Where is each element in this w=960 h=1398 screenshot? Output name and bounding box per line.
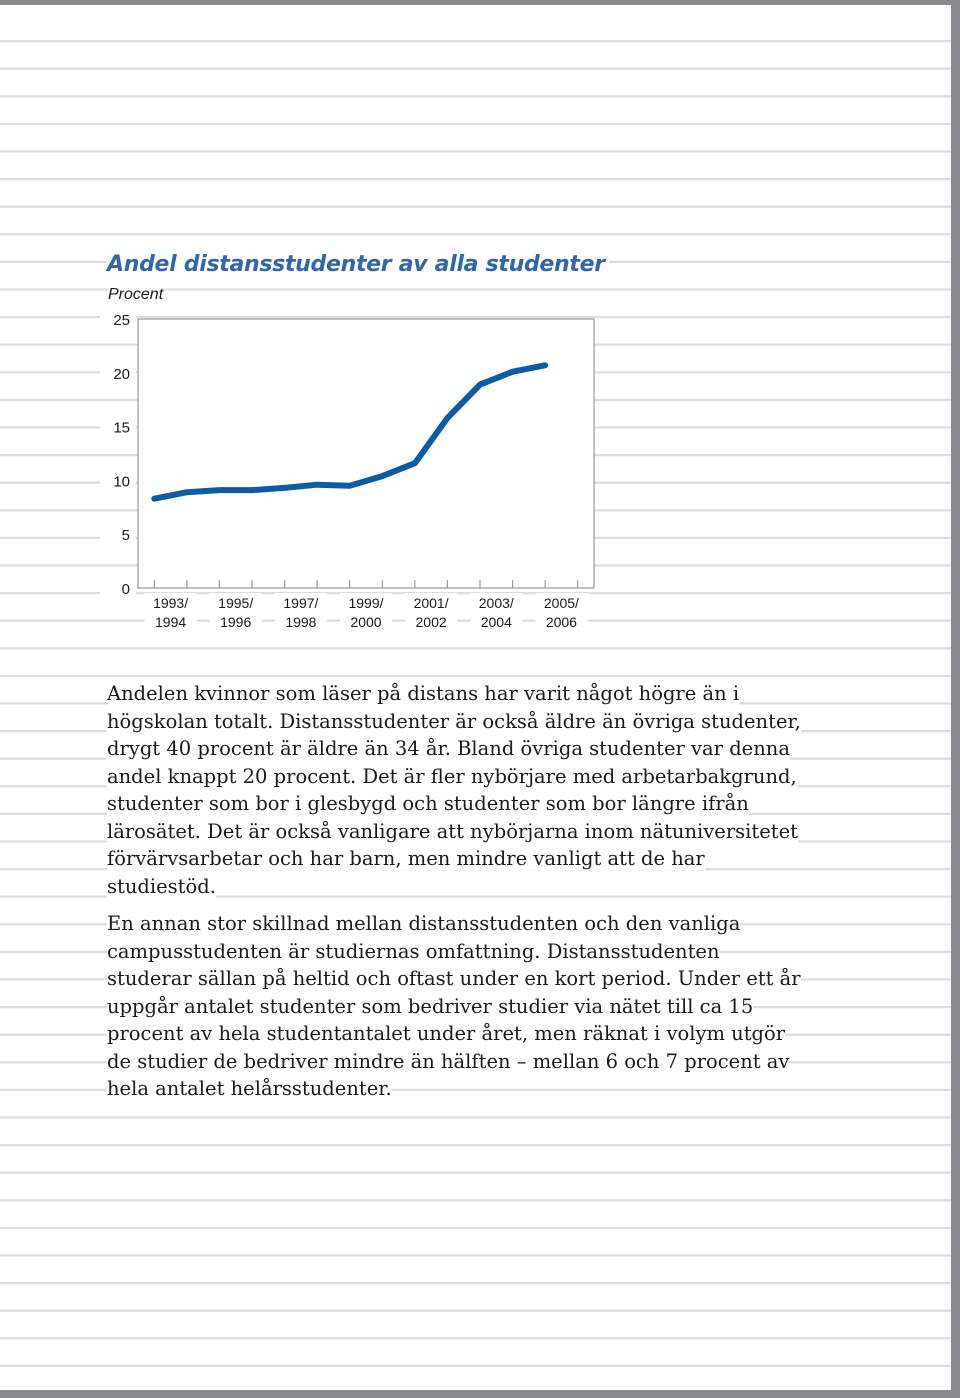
x-tick-label: 2002 bbox=[415, 614, 447, 630]
y-tick-label: 25 bbox=[113, 312, 130, 329]
x-tick-label: 1997/ bbox=[283, 595, 319, 611]
x-tick-label: 1999/ bbox=[348, 595, 384, 611]
frame-bottom bbox=[0, 1390, 960, 1398]
x-tick-label: 2006 bbox=[545, 614, 577, 630]
x-tick-label: 1994 bbox=[155, 614, 187, 630]
x-tick-label: 1998 bbox=[285, 614, 317, 630]
y-tick-label: 20 bbox=[113, 365, 130, 383]
x-tick-label: 2001/ bbox=[413, 595, 449, 611]
line-chart bbox=[0, 0, 950, 660]
y-tick-bg bbox=[100, 578, 136, 598]
frame-right bbox=[951, 0, 960, 1398]
paragraph-2: En annan stor skillnad mellan distansstudenten och den vanliga campusstudenten är studiernas omfattning. Distansstudenten studerar sällan på heltid och oftast under en kort period. Under ett år uppgår antalet studenter som bedriver studier via nätet till ca 15 procent av hela studentantalet under året, men räknat i volym utgör de studier de bedriver mindre än hälften – mellan 6 och 7 procent av hela antalet helårsstudenter. bbox=[107, 912, 801, 1100]
x-tick-label: 1996 bbox=[220, 614, 252, 630]
paragraph-1: Andelen kvinnor som läser på distans har varit något högre än i högskolan totalt. Distansstudenter är också äldre än övriga studenter, drygt 40 procent är äldre än 34 år. Bland övriga studenter var denna andel knappt 20 procent. Det är fler nybörjare med arbetarbakgrund, studenter som bor i glesbygd och studenter som bor längre ifrån lärosätet. Det är också vanligare att nybörjarna inom nätuniversitetet förvärvsarbetar och har barn, men mindre vanligt att de har studiestöd. bbox=[107, 682, 801, 898]
chart-title: Andel distansstudenter av alla studenter bbox=[107, 252, 609, 277]
x-tick-label: 2000 bbox=[350, 614, 382, 630]
y-tick-label: 10 bbox=[113, 473, 130, 491]
x-tick-label: 2005/ bbox=[543, 595, 579, 611]
x-tick-label: 2004 bbox=[480, 614, 512, 630]
y-tick-label: 0 bbox=[121, 581, 130, 598]
chart-unit-label: Procent bbox=[108, 286, 164, 303]
y-tick-bg bbox=[100, 524, 136, 544]
y-tick-label: 5 bbox=[121, 527, 130, 545]
frame-top bbox=[0, 0, 960, 5]
y-tick-label: 15 bbox=[113, 419, 130, 437]
plot-area bbox=[138, 319, 594, 588]
x-tick-label: 1995/ bbox=[218, 595, 254, 611]
body-text bbox=[107, 680, 807, 1103]
x-tick-label: 2003/ bbox=[478, 595, 514, 611]
x-tick-label: 1993/ bbox=[153, 595, 189, 611]
